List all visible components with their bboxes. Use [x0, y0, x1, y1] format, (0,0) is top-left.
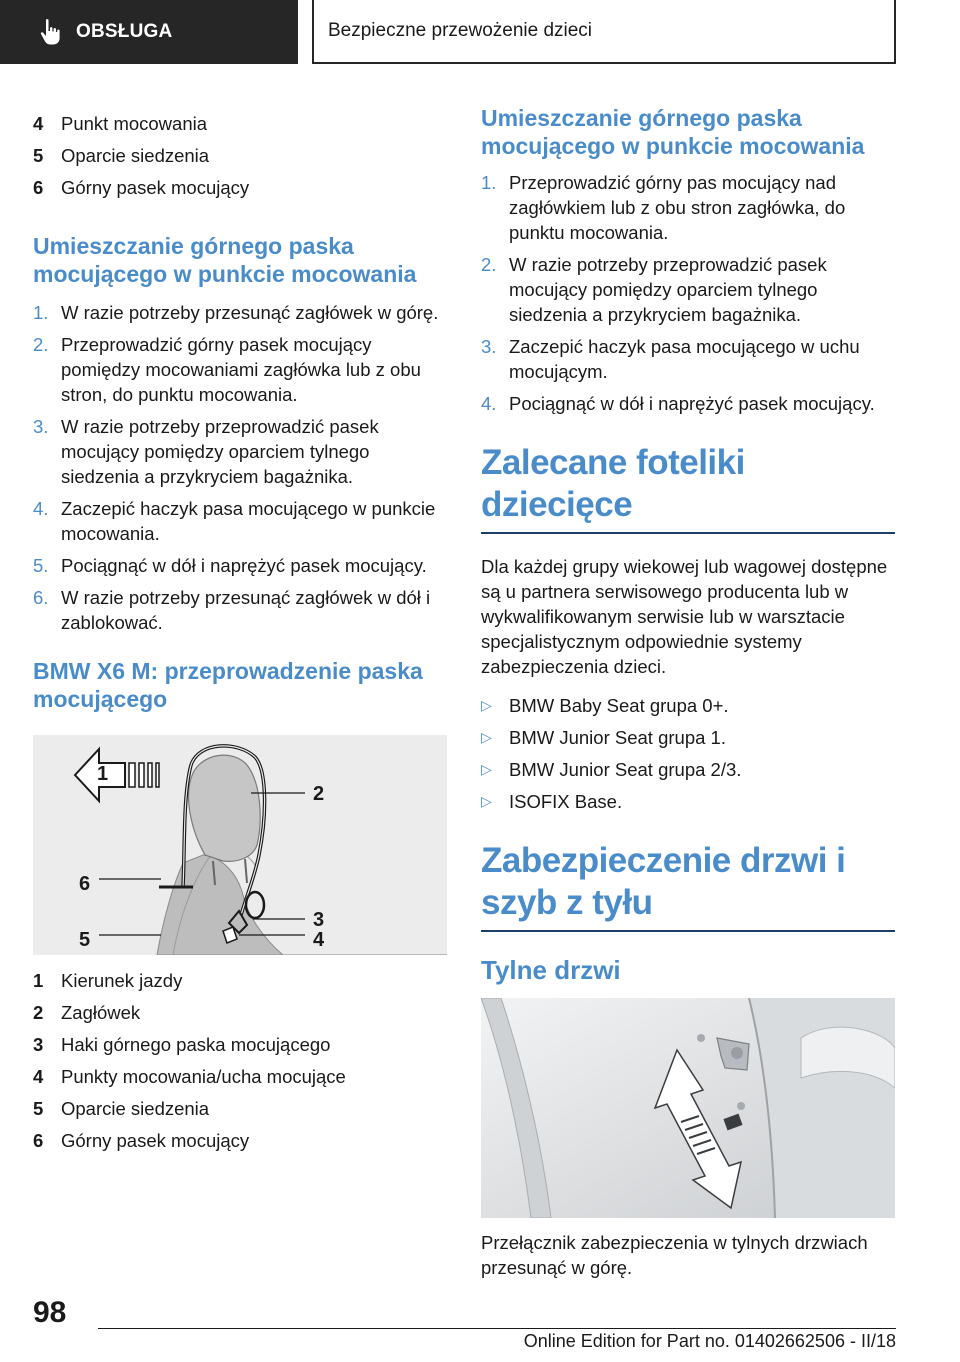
- list-item: [481, 725, 895, 750]
- section-heading: Umieszczanie górnego paska mocującego w punkcie mocowania: [33, 233, 417, 287]
- page-number: 98: [33, 1296, 67, 1329]
- list-item: [481, 789, 895, 814]
- door-lock-illustration: [481, 998, 895, 1218]
- step-text: W razie potrzeby przesunąć zagłówek w dół i zablokować.: [61, 587, 431, 633]
- step-number: 3.: [33, 416, 49, 437]
- left-column: [33, 108, 447, 1157]
- section-tab-label: OBSŁUGA: [76, 21, 173, 42]
- list-item: [33, 172, 447, 204]
- legend-number: 4: [33, 113, 44, 134]
- triangle-right-icon: ▷: [481, 697, 492, 713]
- step-item: [33, 585, 447, 635]
- bullet-list: [481, 693, 895, 814]
- list-item: [481, 693, 895, 718]
- list-item: [33, 997, 447, 1029]
- bullet-text: BMW Junior Seat grupa 1.: [509, 727, 726, 748]
- footer-divider: [98, 1328, 896, 1329]
- step-text: W razie potrzeby przeprowadzić pasek mocujący pomiędzy oparciem tylnego siedzenia a przykryciem bagażnika.: [61, 416, 379, 487]
- step-item: [33, 332, 447, 407]
- step-number: 1.: [33, 302, 49, 323]
- legend-number: 4: [33, 1066, 44, 1087]
- step-text: Pociągnąć w dół i naprężyć pasek mocujący.: [61, 555, 427, 576]
- figure-label: 2: [313, 783, 325, 805]
- legend-number: 6: [33, 1130, 44, 1151]
- breadcrumb-text: Bezpieczne przewożenie dzieci: [328, 20, 593, 41]
- list-item: [33, 1061, 447, 1093]
- legend-number: 6: [33, 177, 44, 198]
- step-item: [481, 391, 895, 416]
- step-number: 4.: [33, 498, 49, 519]
- step-text: Zaczepić haczyk pasa mocującego w uchu mocującym.: [509, 336, 860, 382]
- hand-pointer-icon: [38, 18, 64, 46]
- step-number: 3.: [481, 336, 497, 357]
- step-text: Przeprowadzić górny pas mocujący nad zagłówkiem lub z obu stron zagłówka, do punktu mocowania.: [509, 172, 846, 243]
- figure-label: 4: [313, 929, 325, 951]
- headrest-illustration: [33, 735, 447, 955]
- legend-text: Haki górnego paska mocującego: [61, 1034, 331, 1055]
- steps-list: [481, 170, 895, 416]
- legend-number: 2: [33, 1002, 44, 1023]
- header-tab: [0, 0, 298, 64]
- legend-text: Kierunek jazdy: [61, 970, 183, 991]
- right-column: [481, 104, 895, 1280]
- legend-text: Zagłówek: [61, 1002, 141, 1023]
- step-item: [33, 553, 447, 578]
- triangle-right-icon: ▷: [481, 793, 492, 809]
- section-heading: Umieszczanie górnego paska mocującego w punkcie mocowania: [481, 105, 865, 159]
- step-text: Przeprowadzić górny pasek mocujący pomiędzy mocowaniami zagłówka lub z obu stron, do punktu mocowania.: [61, 334, 421, 405]
- bullet-text: BMW Baby Seat grupa 0+.: [509, 695, 729, 716]
- legend-number: 3: [33, 1034, 44, 1055]
- figure-label: 3: [313, 909, 325, 931]
- step-item: [481, 252, 895, 327]
- figure-label: 1: [97, 763, 109, 785]
- step-item: [33, 300, 447, 325]
- step-number: 5.: [33, 555, 49, 576]
- step-number: 2.: [481, 254, 497, 275]
- legend-text: Oparcie siedzenia: [61, 1098, 210, 1119]
- legend-top: [33, 108, 447, 204]
- figure-label: 6: [79, 873, 91, 895]
- subsection-heading: Tylne drzwi: [481, 955, 621, 985]
- bullet-text: ISOFIX Base.: [509, 791, 623, 812]
- legend-text: Oparcie siedzenia: [61, 145, 210, 166]
- list-item: [33, 1125, 447, 1157]
- step-item: [33, 414, 447, 489]
- body-paragraph: Dla każdej grupy wiekowej lub wagowej dostępne są u partnera serwisowego producenta lub w wykwalifikowanym serwisie lub w warsztacie specjalistycznym odpowiednie systemy zabezpieczenia dzieci.: [481, 556, 888, 677]
- step-text: W razie potrzeby przesunąć zagłówek w górę.: [61, 302, 439, 323]
- list-item: [33, 965, 447, 997]
- step-number: 4.: [481, 393, 497, 414]
- legend-number: 1: [33, 970, 44, 991]
- legend-number: 5: [33, 1098, 44, 1119]
- section-heading-large: Zalecane foteliki dziecięce: [481, 443, 745, 524]
- triangle-right-icon: ▷: [481, 729, 492, 745]
- legend-text: Górny pasek mocujący: [61, 1130, 250, 1151]
- section-heading: BMW X6 M: przeprowadzenie paska mocującego: [33, 658, 423, 712]
- figure-caption: Przełącznik zabezpieczenia w tylnych drzwiach przesunąć w górę.: [481, 1232, 868, 1278]
- legend-text: Punkty mocowania/ucha mocujące: [61, 1066, 346, 1087]
- step-number: 2.: [33, 334, 49, 355]
- legend-number: 5: [33, 145, 44, 166]
- list-item: [481, 757, 895, 782]
- footer-edition: Online Edition for Part no. 01402662506 - II/18: [523, 1331, 896, 1351]
- step-number: 1.: [481, 172, 497, 193]
- steps-list: [33, 300, 447, 635]
- triangle-right-icon: ▷: [481, 761, 492, 777]
- headrest-strap-figure: [33, 735, 447, 955]
- step-item: [481, 334, 895, 384]
- list-item: [33, 140, 447, 172]
- rear-door-photo: [481, 998, 895, 1218]
- step-text: Zaczepić haczyk pasa mocującego w punkcie mocowania.: [61, 498, 436, 544]
- list-item: [33, 108, 447, 140]
- breadcrumb: [312, 0, 896, 64]
- section-divider: [481, 930, 895, 932]
- step-text: W razie potrzeby przeprowadzić pasek mocujący pomiędzy oparciem tylnego siedzenia a przykryciem bagażnika.: [509, 254, 827, 325]
- list-item: [33, 1029, 447, 1061]
- list-item: [33, 1093, 447, 1125]
- legend-text: Punkt mocowania: [61, 113, 208, 134]
- figure-label: 5: [79, 929, 91, 951]
- section-heading-large: Zabezpieczenie drzwi i szyb z tyłu: [481, 841, 846, 922]
- legend-bottom: [33, 965, 447, 1157]
- step-item: [481, 170, 895, 245]
- bullet-text: BMW Junior Seat grupa 2/3.: [509, 759, 742, 780]
- step-number: 6.: [33, 587, 49, 608]
- section-divider: [481, 532, 895, 534]
- step-text: Pociągnąć w dół i naprężyć pasek mocujący.: [509, 393, 875, 414]
- step-item: [33, 496, 447, 546]
- legend-text: Górny pasek mocujący: [61, 177, 250, 198]
